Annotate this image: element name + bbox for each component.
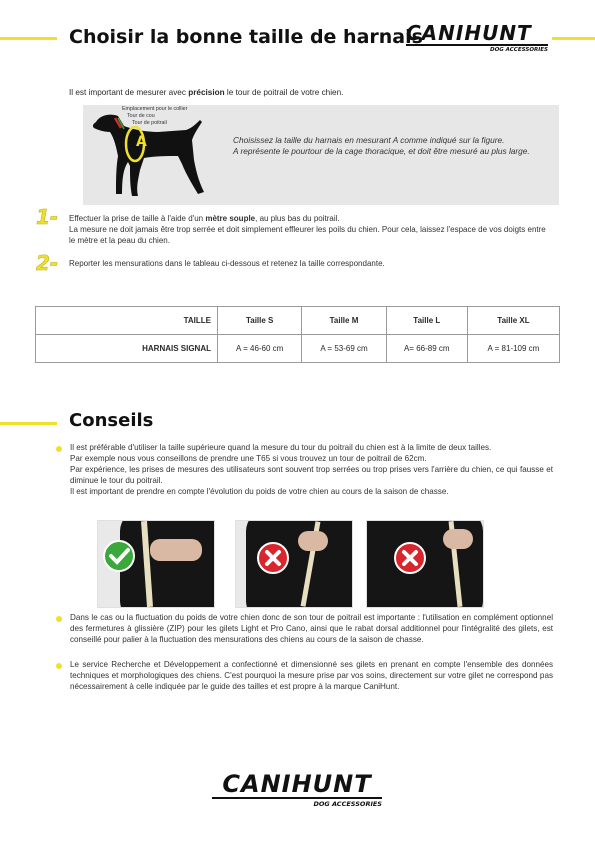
advice-text-3: Par expérience, les prises de mesures des utilisateurs sont souvent trop serrées ou trop prises vers l'arrière du chien, ce qui fausse et diminue le tour du poitrail. <box>70 464 553 485</box>
size-col-l: Taille L <box>386 307 467 335</box>
intro-text <box>69 88 343 97</box>
header-logo-name: CANIHUNT <box>406 22 548 46</box>
size-table <box>35 306 560 363</box>
advice-text-2: Par exemple nous vous conseillons de prendre une T65 si vous trouvez un tour de poitrail de 62cm. <box>70 453 427 463</box>
size-value-s: A = 46-60 cm <box>218 335 302 363</box>
diagram-label-collar: Emplacement pour le collier <box>122 106 188 112</box>
diagram-label-chest: Tour de poitrail <box>132 120 167 126</box>
cross-icon <box>393 541 427 575</box>
size-col-xl: Taille XL <box>467 307 559 335</box>
check-icon <box>102 539 136 573</box>
size-value-l: A= 66-89 cm <box>386 335 467 363</box>
step-1-after: , au plus bas du poitrail. <box>255 214 340 223</box>
bullet-dot-1 <box>56 446 62 452</box>
photo-incorrect-measure-1 <box>235 520 353 608</box>
footer-logo <box>212 771 382 811</box>
step-1-text <box>69 214 554 246</box>
intro-before: Il est important de mesurer avec <box>69 88 189 97</box>
size-table-header-label: TAILLE <box>36 307 218 335</box>
advice-bullet-3: Le service Recherche et Développement a confectionné et dimensionné ses gilets en prenant en compte l'ensemble des données techniques et morphologiques des chiens. C'est pourquoi la mesure prise par vos soins, directement sur votre gilet ne correspond pas nécessairement à celle indiquée par le guide des tailles et est propre à la marque CaniHunt. <box>70 660 553 691</box>
dog-marker-a: A <box>136 134 147 150</box>
advice-accent-line <box>0 422 57 425</box>
size-value-xl: A = 81-109 cm <box>467 335 559 363</box>
photo-correct-measure <box>97 520 215 608</box>
step-2-text: Reporter les mensurations dans le tableau ci-dessous et retenez la taille correspondante. <box>69 259 385 268</box>
diagram-label-neck: Tour de cou <box>127 113 155 119</box>
step-2-number: 2- <box>36 251 59 275</box>
hand <box>150 539 202 561</box>
size-table-header-row <box>36 307 560 335</box>
header-accent-line-left <box>0 37 57 40</box>
cross-icon <box>256 541 290 575</box>
header-logo-tagline: DOG ACCESSORIES <box>490 47 548 53</box>
footer-logo-name: CANIHUNT <box>212 771 382 799</box>
header-logo <box>406 22 548 56</box>
advice-text-4: Il est important de prendre en compte l'évolution du poids de votre chien au cours de la saison de chasse. <box>70 486 449 496</box>
advice-bullet-2: Dans le cas ou la fluctuation du poids de votre chien donc de son tour de poitrail est importante : l'utilisation en complément optionnel des fermetures à glissière (ZIP) pour les gilets Light et Pro Cano, ainsi que le rabat dorsal additionnel pour l'intégralité des gilets, est conseillé pour palier à la fluctuation des mensurations des chiens au cours de la saison de chasse. <box>70 613 553 644</box>
advice-text-1: Il est préférable d'utiliser la taille supérieure quand la mesure du tour du poitrail du chien est à la limite de deux tailles. <box>70 443 492 452</box>
size-col-m: Taille M <box>302 307 386 335</box>
hand <box>443 529 473 549</box>
page-title: Choisir la bonne taille de harnais <box>69 26 423 48</box>
dog-fur <box>120 520 215 608</box>
advice-title: Conseils <box>69 410 154 431</box>
header-accent-line-right <box>552 37 595 40</box>
step-1-before: Effectuer la prise de taille à l'aide d'un <box>69 214 206 223</box>
bullet-dot-2 <box>56 616 62 622</box>
diagram-text-1: Choisissez la taille du harnais en mesurant A comme indiqué sur la figure. <box>233 135 505 145</box>
size-table-row-label: HARNAIS SIGNAL <box>36 335 218 363</box>
intro-after: le tour de poitrail de votre chien. <box>224 88 344 97</box>
dog-silhouette-image <box>88 104 218 204</box>
photo-incorrect-measure-2 <box>366 520 484 608</box>
bullet-dot-3 <box>56 663 62 669</box>
size-table-row <box>36 335 560 363</box>
size-value-m: A = 53-69 cm <box>302 335 386 363</box>
step-1-number: 1- <box>36 205 59 229</box>
diagram-text-2: A représente le pourtour de la cage thoracique, et doit être mesuré au plus large. <box>233 145 530 156</box>
footer-logo-tagline: DOG ACCESSORIES <box>313 800 382 808</box>
step-1-rest: La mesure ne doit jamais être trop serrée et doit simplement effleurer les poils du chien. Pour cela, laissez l'espace de vos doigts entre le mètre et la peau du chien. <box>69 224 546 245</box>
size-col-s: Taille S <box>218 307 302 335</box>
intro-bold: précision <box>188 88 225 97</box>
hand <box>298 531 328 551</box>
step-1-bold: mètre souple <box>205 214 256 223</box>
advice-bullet-1 <box>70 443 553 498</box>
diagram-description <box>233 135 551 157</box>
